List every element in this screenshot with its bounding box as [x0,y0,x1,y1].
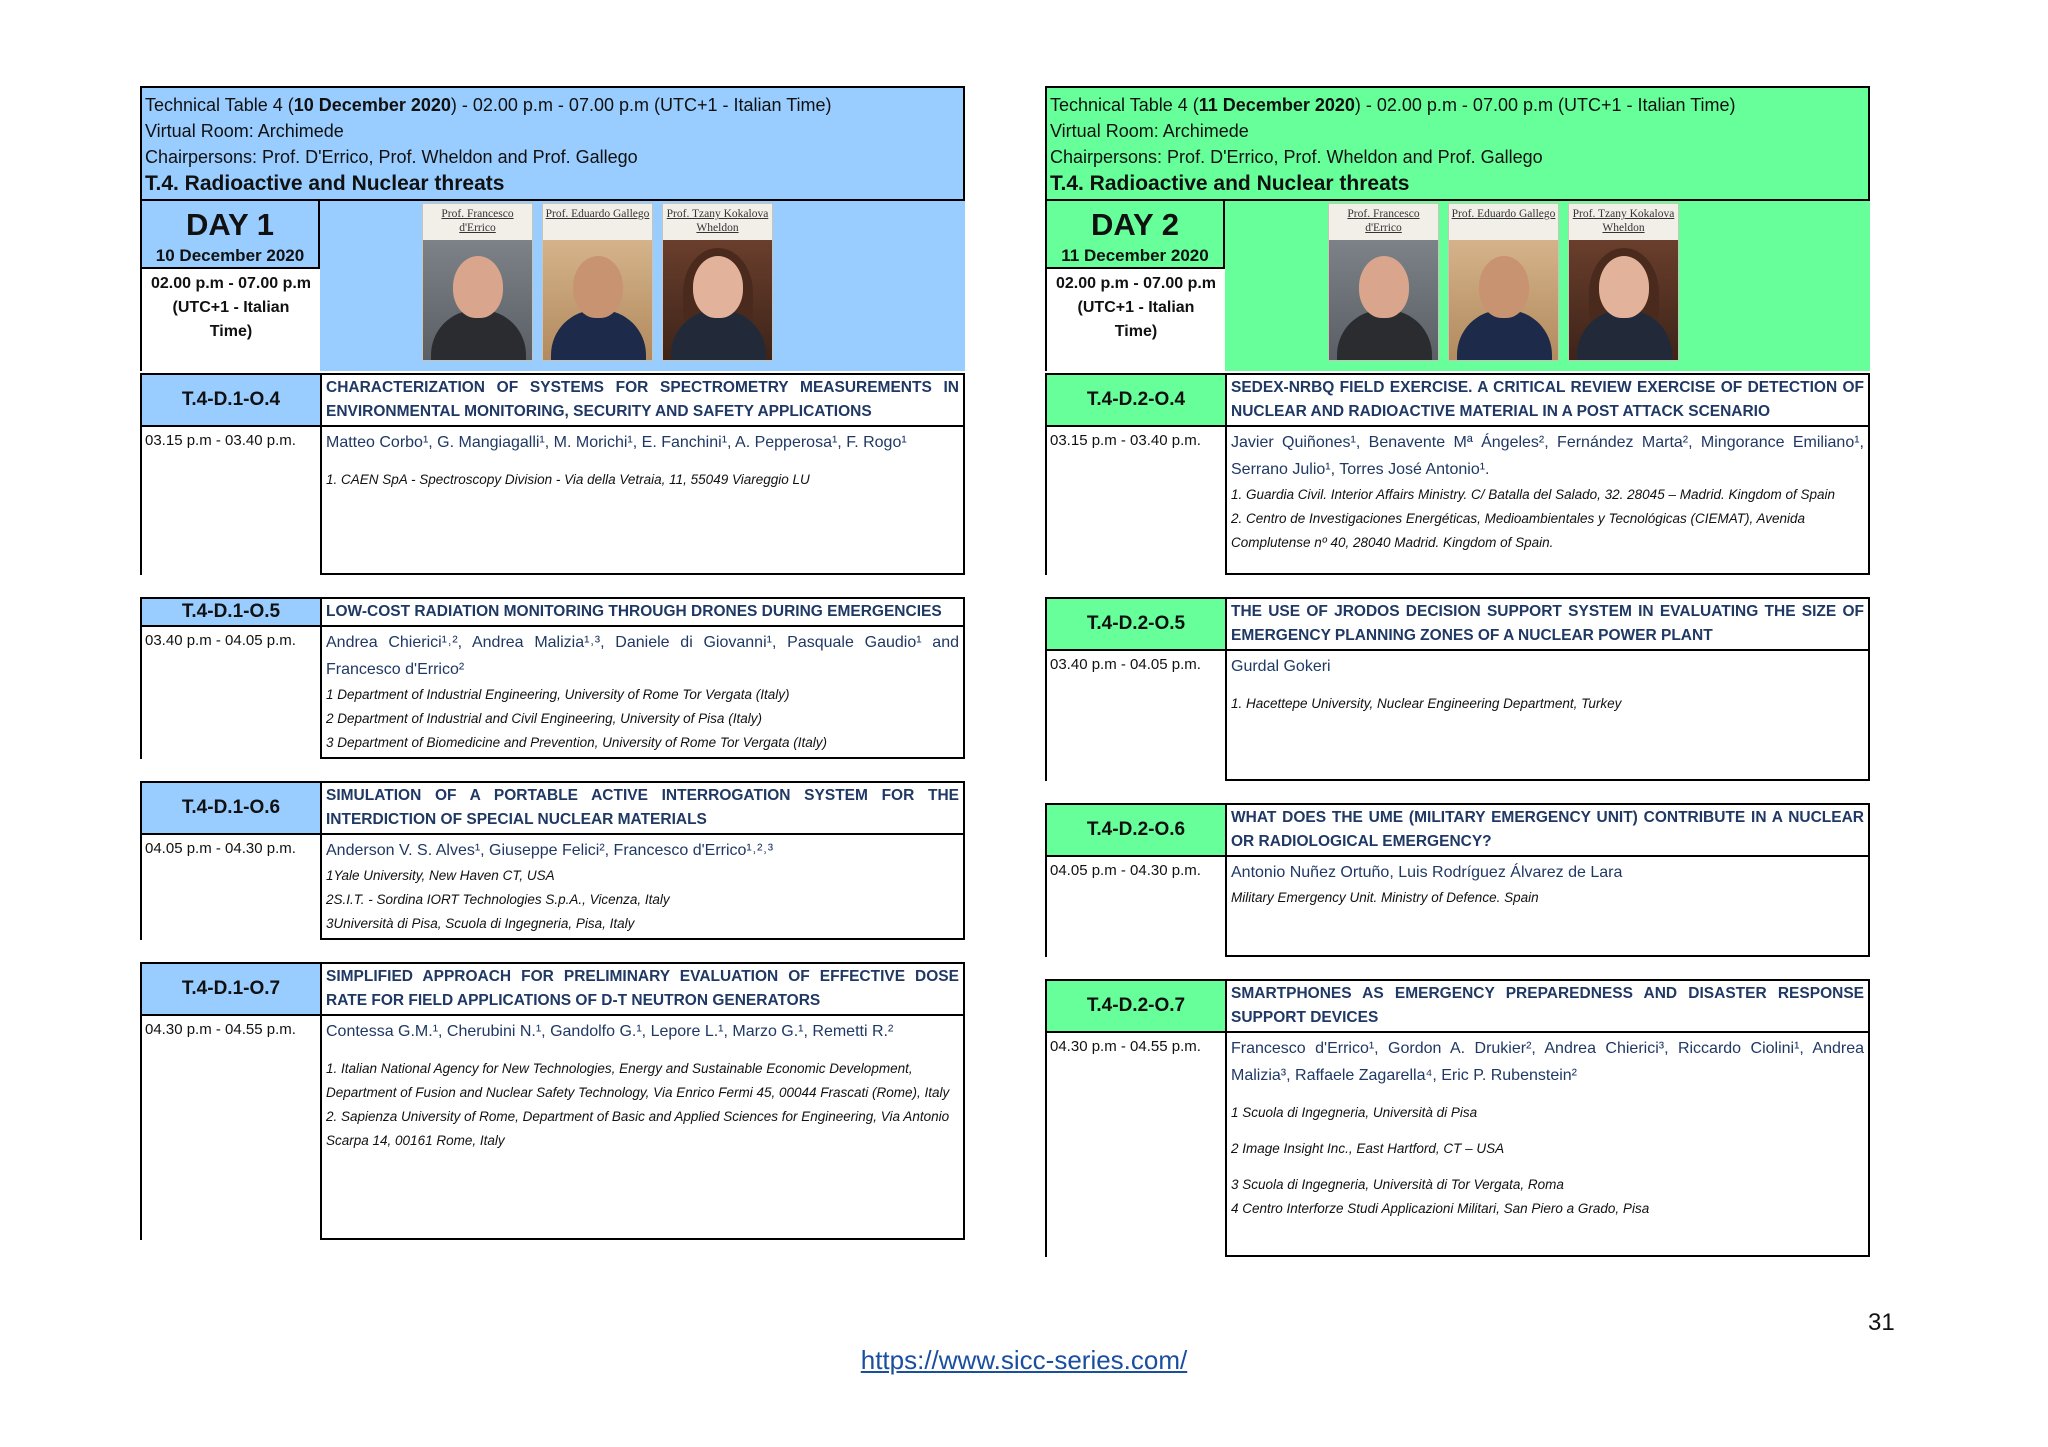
day-date: 10 December 2020 [155,246,305,265]
header-date-line: Technical Table 4 (10 December 2020) - 02.00 p.m - 07.00 p.m (UTC+1 - Italian Time) [145,95,832,115]
session-title: SIMPLIFIED APPROACH FOR PRELIMINARY EVALUATION OF EFFECTIVE DOSE RATE FOR FIELD APPLICATIONS OF D-T NEUTRON GENERATORS [320,962,965,1016]
session-authors: Francesco d'Errico¹, Gordon A. Drukier², Andrea Chierici³, Riccardo Ciolini¹, Andrea Malizia³, Raffaele Zagarella⁴, Eric P. Rubenstein² [1231,1040,1864,1084]
session-authors: Anderson V. S. Alves¹, Giuseppe Felici², Francesco d'Errico¹˒²˒³ [326,842,774,859]
session-time: 04.30 p.m - 04.55 p.m. [140,1016,320,1240]
header-room: Virtual Room: Archimede [145,121,344,141]
session-time: 04.05 p.m - 04.30 p.m. [140,835,320,940]
session-affiliation: 3 Department of Biomedicine and Prevention, University of Rome Tor Vergata (Italy) [326,735,827,750]
session-authors: Antonio Nuñez Ortuño, Luis Rodríguez Álvarez de Lara [1231,864,1623,881]
session-affiliation: Military Emergency Unit. Ministry of Defence. Spain [1231,890,1539,905]
session-code: T.4-D.2-O.7 [1045,979,1225,1033]
photo-derrico: Prof. Francesco d'Errico [422,203,533,361]
day1-banner [140,201,965,371]
page-number: 31 [1868,1309,1895,1336]
day-time: 02.00 p.m - 07.00 p.m (UTC+1 - Italian Time) [1055,275,1217,340]
session-affiliation: 1. CAEN SpA - Spectroscopy Division - Via della Vetraia, 11, 55049 Viareggio LU [326,472,810,487]
header-chairs: Chairpersons: Prof. D'Errico, Prof. Wheldon and Prof. Gallego [1050,147,1543,167]
header-topic: T.4. Radioactive and Nuclear threats [145,172,505,195]
header-chairs: Chairpersons: Prof. D'Errico, Prof. Wheldon and Prof. Gallego [145,147,638,167]
session-code: T.4-D.1-O.4 [140,373,320,427]
session-block [1045,979,1870,1257]
session-title: SMARTPHONES AS EMERGENCY PREPAREDNESS AND DISASTER RESPONSE SUPPORT DEVICES [1225,979,1870,1033]
photo-gallego: Prof. Eduardo Gallego [1448,203,1559,361]
session-time: 03.40 p.m - 04.05 p.m. [1045,651,1225,781]
session-title: LOW-COST RADIATION MONITORING THROUGH DRONES DURING EMERGENCIES [320,597,965,627]
session-affiliation: 2 Image Insight Inc., East Hartford, CT – USA [1231,1141,1505,1156]
photo-wheldon: Prof. Tzany Kokalova Wheldon [662,203,773,361]
session-authors: Gurdal Gokeri [1231,658,1331,675]
day2-banner [1045,201,1870,371]
session-block [140,962,965,1240]
website-link[interactable]: https://www.sicc-series.com/ [860,1345,1188,1375]
day1-column [140,86,965,1262]
session-code: T.4-D.1-O.5 [140,597,320,627]
day-time: 02.00 p.m - 07.00 p.m (UTC+1 - Italian Time) [150,275,312,340]
day-date: 11 December 2020 [1061,246,1209,265]
session-authors: Andrea Chierici¹˒², Andrea Malizia¹˒³, Daniele di Giovanni¹, Pasquale Gaudio¹ and Francesco d'Errico² [326,634,959,678]
day-box [1045,201,1225,371]
day2-column [1045,86,1870,1279]
photo-wheldon: Prof. Tzany Kokalova Wheldon [1568,203,1679,361]
header-topic: T.4. Radioactive and Nuclear threats [1050,172,1410,195]
session-authors: Javier Quiñones¹, Benavente Mª Ángeles², Fernández Marta², Mingorance Emiliano¹, Serrano Julio¹, Torres José Antonio¹. [1231,434,1864,478]
session-affiliation: 1. Hacettepe University, Nuclear Engineering Department, Turkey [1231,696,1622,711]
sessions-list [1045,373,1870,1257]
session-affiliation: 3Università di Pisa, Scuola di Ingegneria, Pisa, Italy [326,916,635,931]
session-time: 04.30 p.m - 04.55 p.m. [1045,1033,1225,1257]
day-title: DAY 2 [1091,207,1179,242]
sessions-list [140,373,965,1240]
session-affiliation: 1. Guardia Civil. Interior Affairs Ministry. C/ Batalla del Salado, 32. 28045 – Madrid. Kingdom of Spain [1231,487,1836,502]
photo-derrico: Prof. Francesco d'Errico [1328,203,1439,361]
session-title: WHAT DOES THE UME (MILITARY EMERGENCY UNIT) CONTRIBUTE IN A NUCLEAR OR RADIOLOGICAL EMERGENCY? [1225,803,1870,857]
day1-header [140,86,965,201]
session-block [1045,803,1870,957]
session-title: SIMULATION OF A PORTABLE ACTIVE INTERROGATION SYSTEM FOR THE INTERDICTION OF SPECIAL NUCLEAR MATERIALS [320,781,965,835]
session-affiliation: 1. Italian National Agency for New Technologies, Energy and Sustainable Economic Development, Department of Fusion and Nuclear Safety Technology, Via Enrico Fermi 45, 00044 Frascati (Rome), Italy [326,1061,950,1100]
header-date-line: Technical Table 4 (11 December 2020) - 02.00 p.m - 07.00 p.m (UTC+1 - Italian Time) [1050,95,1736,115]
session-affiliation: 2 Department of Industrial and Civil Engineering, University of Pisa (Italy) [326,711,762,726]
session-time: 03.15 p.m - 03.40 p.m. [140,427,320,575]
session-affiliation: 2. Centro de Investigaciones Energéticas, Medioambientales y Tecnológicas (CIEMAT), Avenida Complutense nº 40, 28040 Madrid. Kingdom of Spain. [1231,511,1806,550]
session-affiliation: 1 Scuola di Ingegneria, Università di Pisa [1231,1105,1478,1120]
session-block [140,597,965,759]
session-code: T.4-D.1-O.6 [140,781,320,835]
session-title: CHARACTERIZATION OF SYSTEMS FOR SPECTROMETRY MEASUREMENTS IN ENVIRONMENTAL MONITORING, SECURITY AND SAFETY APPLICATIONS [320,373,965,427]
session-time: 04.05 p.m - 04.30 p.m. [1045,857,1225,957]
session-affiliation: 3 Scuola di Ingegneria, Università di Tor Vergata, Roma [1231,1177,1564,1192]
chairpersons-photos [422,203,773,361]
session-code: T.4-D.2-O.4 [1045,373,1225,427]
day-title: DAY 1 [186,207,274,242]
session-code: T.4-D.2-O.5 [1045,597,1225,651]
session-time: 03.15 p.m - 03.40 p.m. [1045,427,1225,575]
session-time: 03.40 p.m - 04.05 p.m. [140,627,320,759]
session-block [1045,597,1870,781]
session-authors: Matteo Corbo¹, G. Mangiagalli¹, M. Morichi¹, E. Fanchini¹, A. Pepperosa¹, F. Rogo¹ [326,434,907,451]
session-block [140,373,965,575]
chairpersons-photos [1328,203,1679,361]
photo-gallego: Prof. Eduardo Gallego [542,203,653,361]
session-affiliation: 4 Centro Interforze Studi Applicazioni Militari, San Piero a Grado, Pisa [1231,1201,1650,1216]
session-affiliation: 1 Department of Industrial Engineering, University of Rome Tor Vergata (Italy) [326,687,790,702]
session-affiliation: 2S.I.T. - Sordina IORT Technologies S.p.A., Vicenza, Italy [326,892,670,907]
session-block [140,781,965,940]
session-authors: Contessa G.M.¹, Cherubini N.¹, Gandolfo G.¹, Lepore L.¹, Marzo G.¹, Remetti R.² [326,1023,894,1040]
header-room: Virtual Room: Archimede [1050,121,1249,141]
session-block [1045,373,1870,575]
session-code: T.4-D.1-O.7 [140,962,320,1016]
day2-header [1045,86,1870,201]
session-title: SEDEX-NRBQ FIELD EXERCISE. A CRITICAL REVIEW EXERCISE OF DETECTION OF NUCLEAR AND RADIOACTIVE MATERIAL IN A POST ATTACK SCENARIO [1225,373,1870,427]
session-title: THE USE OF JRODOS DECISION SUPPORT SYSTEM IN EVALUATING THE SIZE OF EMERGENCY PLANNING ZONES OF A NUCLEAR POWER PLANT [1225,597,1870,651]
session-code: T.4-D.2-O.6 [1045,803,1225,857]
day-box [140,201,320,371]
session-affiliation: 1Yale University, New Haven CT, USA [326,868,555,883]
session-affiliation: 2. Sapienza University of Rome, Department of Basic and Applied Sciences for Engineering, Via Antonio Scarpa 14, 00161 Rome, Italy [326,1109,950,1148]
